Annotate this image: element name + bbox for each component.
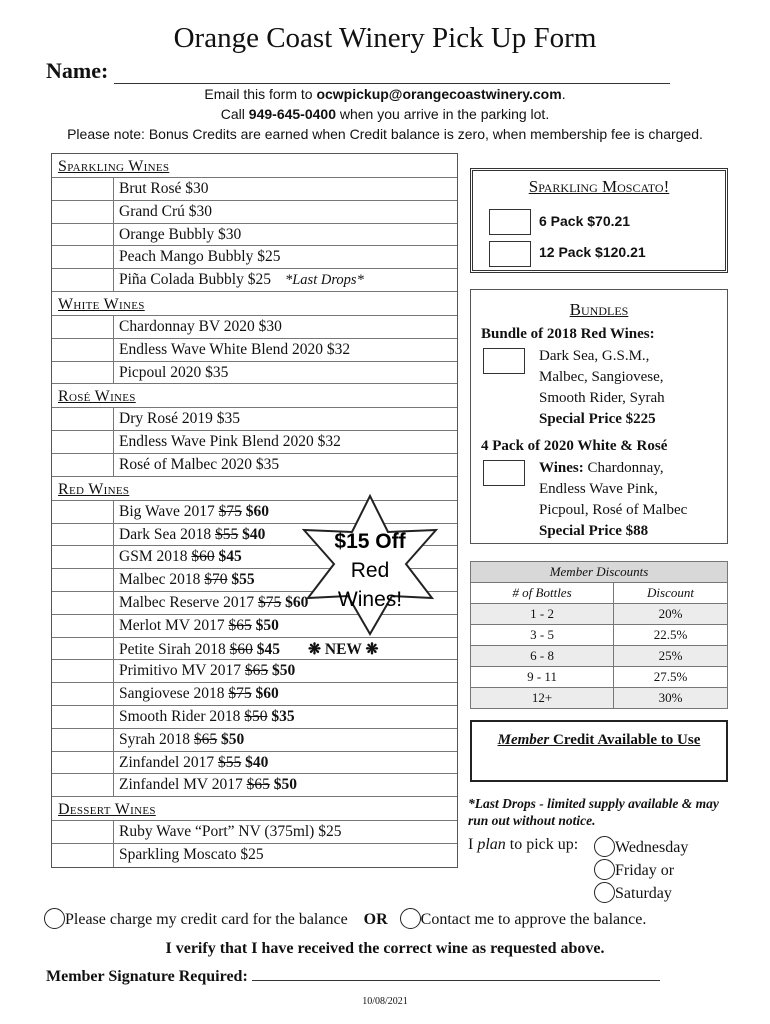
bottles-cell: 1 - 2 <box>471 604 614 625</box>
quantity-input[interactable] <box>52 269 114 291</box>
discounts-title: Member Discounts <box>471 562 728 583</box>
wine-label <box>114 501 269 523</box>
wine-label <box>114 729 244 751</box>
quantity-input[interactable] <box>52 844 114 867</box>
pickup-suffix: to pick up: <box>505 836 579 853</box>
wine-name: Dark Sea 2018 <box>119 525 215 543</box>
bundle2-heading: 4 Pack of 2020 White & Rosé <box>481 438 668 454</box>
contact-me-label: Contact me to approve the balance. <box>420 911 647 928</box>
quantity-input[interactable] <box>52 524 114 546</box>
bottles-cell: 6 - 8 <box>471 646 614 667</box>
wine-label <box>114 683 279 705</box>
bundles-panel <box>470 289 728 544</box>
sale-price: $45 <box>256 640 281 658</box>
member-credit-member: Member <box>497 732 550 748</box>
wine-row <box>52 201 457 224</box>
sale-price: $40 <box>242 525 266 543</box>
wine-label <box>114 592 308 614</box>
wine-name: Ruby Wave “Port” NV (375ml) $25 <box>119 823 342 841</box>
quantity-input[interactable] <box>52 362 114 384</box>
form-date: 10/08/2021 <box>362 996 408 1007</box>
wine-row <box>52 408 457 431</box>
old-price: $75 <box>258 593 282 611</box>
old-price: $65 <box>244 662 269 680</box>
wine-row <box>52 316 457 339</box>
name-field[interactable] <box>114 64 670 84</box>
wine-name: Primitivo MV 2017 <box>119 662 245 680</box>
wine-row <box>52 660 457 683</box>
bottles-column-header: # of Bottles <box>471 583 614 604</box>
wine-name: Sparkling Moscato $25 <box>119 845 264 863</box>
old-price: $75 <box>218 502 242 520</box>
quantity-input[interactable] <box>52 752 114 774</box>
discount-cell: 30% <box>614 688 728 709</box>
category-heading: White Wines <box>52 292 457 316</box>
old-price: $65 <box>193 730 218 748</box>
category-heading: Red Wines <box>52 477 457 501</box>
wine-name: Brut Rosé $30 <box>119 180 209 197</box>
pickup-plan-word: plan <box>477 836 506 853</box>
pickup-option-wednesday[interactable] <box>594 836 688 857</box>
wine-label <box>114 201 212 223</box>
wine-name: Zinfandel 2017 <box>119 753 219 771</box>
sale-price: $50 <box>272 662 296 680</box>
email-prefix: Email this form to <box>204 86 317 102</box>
name-label: Name: <box>46 58 109 83</box>
wine-label <box>114 431 341 453</box>
wine-name: Endless Wave White Blend 2020 $32 <box>119 340 351 358</box>
wine-name: Smooth Rider 2018 <box>119 707 245 725</box>
pickup-prefix: I <box>468 836 478 853</box>
wednesday-label: Wednesday <box>615 839 689 856</box>
quantity-input[interactable] <box>52 569 114 591</box>
old-price: $55 <box>218 753 242 771</box>
sale-price: $45 <box>218 548 242 566</box>
quantity-input[interactable] <box>52 201 114 223</box>
table-row <box>471 688 728 709</box>
friday-label: Friday or <box>615 862 675 879</box>
quantity-input[interactable] <box>52 774 114 796</box>
wine-name: Syrah 2018 <box>119 730 194 748</box>
old-price: $60 <box>229 640 253 658</box>
bundle1-price: Special Price $225 <box>539 411 656 427</box>
payment-options <box>44 908 646 929</box>
signature-field[interactable] <box>252 967 660 981</box>
wine-row <box>52 638 457 661</box>
table-row <box>471 667 728 688</box>
email-suffix: . <box>561 86 566 102</box>
wine-name: Orange Bubbly $30 <box>119 225 242 243</box>
wine-name: Piña Colada Bubbly $25 <box>119 271 271 289</box>
bundle2-line <box>539 458 687 479</box>
wine-label <box>114 638 379 660</box>
call-instruction <box>0 106 770 122</box>
quantity-input[interactable] <box>52 339 114 361</box>
quantity-input[interactable] <box>52 431 114 453</box>
name-row <box>46 58 670 84</box>
bundle2-line: Endless Wave Pink, <box>539 481 658 497</box>
signature-label: Member Signature Required: <box>46 968 248 985</box>
bundle1-line: Dark Sea, G.S.M., <box>539 348 650 364</box>
wine-label <box>114 246 280 268</box>
wine-row <box>52 729 457 752</box>
bonus-credit-note: Please note: Bonus Credits are earned when Credit balance is zero, when membership fee is charged. <box>67 126 703 142</box>
old-price: $75 <box>228 685 252 703</box>
wine-row <box>52 752 457 775</box>
wine-label <box>114 615 279 637</box>
bundle1-details <box>539 346 665 430</box>
promo-star-badge <box>300 494 440 636</box>
wine-row <box>52 454 457 477</box>
quantity-input[interactable] <box>52 178 114 200</box>
wine-row <box>52 178 457 201</box>
phone-number: 949-645-0400 <box>248 106 336 122</box>
wine-label <box>114 752 268 774</box>
wine-name: GSM 2018 <box>119 548 192 566</box>
quantity-input[interactable] <box>52 224 114 246</box>
member-credit-label <box>472 732 726 749</box>
moscato-12pack-label: 12 Pack $120.21 <box>539 244 646 260</box>
category-heading: Rosé Wines <box>52 384 457 408</box>
bottles-cell: 9 - 11 <box>471 667 614 688</box>
bundle2-first-wine: Chardonnay, <box>583 460 664 476</box>
member-credit-box[interactable] <box>470 720 728 782</box>
wine-label <box>114 454 279 476</box>
bundle2-checkbox[interactable] <box>483 460 525 486</box>
moscato-12pack-checkbox[interactable] <box>489 241 531 267</box>
wine-label <box>114 774 297 796</box>
table-row <box>471 604 728 625</box>
sale-price: $50 <box>255 616 279 634</box>
quantity-input[interactable] <box>52 501 114 523</box>
wine-name: Petite Sirah 2018 <box>119 640 230 658</box>
wine-label <box>114 408 240 430</box>
wine-label <box>114 362 228 384</box>
quantity-input[interactable] <box>52 246 114 268</box>
email-address: ocwpickup@orangecoastwinery.com <box>316 86 562 102</box>
discount-cell: 27.5% <box>614 667 728 688</box>
category-heading: Sparkling Wines <box>52 154 457 178</box>
bundle1-line: Smooth Rider, Syrah <box>539 390 665 406</box>
quantity-input[interactable] <box>52 546 114 568</box>
wine-name: Chardonnay BV 2020 $30 <box>119 317 282 335</box>
wine-label <box>114 546 242 568</box>
pickup-option-saturday[interactable] <box>594 882 672 903</box>
sale-price: $50 <box>273 776 297 794</box>
new-badge: ❋ NEW ❋ <box>308 640 379 658</box>
quantity-input[interactable] <box>52 706 114 728</box>
wine-name: Big Wave 2017 <box>119 502 219 520</box>
quantity-input[interactable] <box>52 316 114 338</box>
wine-row <box>52 224 457 247</box>
wine-name: Zinfandel MV 2017 <box>119 776 247 794</box>
or-label: OR <box>363 911 388 928</box>
bottles-cell: 12+ <box>471 688 614 709</box>
pickup-prompt <box>468 836 578 854</box>
old-price: $70 <box>204 571 228 589</box>
sale-price: $50 <box>221 730 245 748</box>
bundle2-price: Special Price $88 <box>539 523 649 539</box>
wine-note: *Last Drops* <box>284 272 364 289</box>
quantity-input[interactable] <box>52 729 114 751</box>
quantity-input[interactable] <box>52 638 114 660</box>
sale-price: $60 <box>285 593 309 611</box>
promo-line-3: Wines! <box>337 588 403 611</box>
discount-cell: 20% <box>614 604 728 625</box>
wine-name: Endless Wave Pink Blend 2020 $32 <box>119 433 341 451</box>
old-price: $65 <box>246 776 270 794</box>
moscato-6pack-checkbox[interactable] <box>489 209 531 235</box>
quantity-input[interactable] <box>52 615 114 637</box>
wine-label <box>114 844 264 867</box>
quantity-input[interactable] <box>52 660 114 682</box>
wine-label <box>114 339 350 361</box>
discount-column-header: Discount <box>614 583 728 604</box>
wine-label <box>114 706 295 728</box>
bundle2-line: Picpoul, Rosé of Malbec <box>539 502 688 518</box>
discount-cell: 25% <box>614 646 728 667</box>
table-row <box>471 646 728 667</box>
wine-label <box>114 224 241 246</box>
call-suffix: when you arrive in the parking lot. <box>335 106 550 122</box>
wine-name: Grand Crú $30 <box>119 202 212 220</box>
friday-radio[interactable] <box>594 859 615 880</box>
wine-row <box>52 431 457 454</box>
wine-name: Picpoul 2020 $35 <box>119 363 229 381</box>
wine-name: Peach Mango Bubbly $25 <box>119 248 281 266</box>
saturday-label: Saturday <box>615 885 672 902</box>
wine-label <box>114 316 282 338</box>
wine-row <box>52 821 457 844</box>
verification-statement: I verify that I have received the correct wine as requested above. <box>165 940 605 957</box>
wine-name: Sangiovese 2018 <box>119 685 229 703</box>
sale-price: $35 <box>271 707 295 725</box>
moscato-title: Sparkling Moscato! <box>528 177 670 196</box>
charge-card-label: Please charge my credit card for the balance <box>65 911 348 928</box>
promo-line-1: $15 Off <box>334 530 406 553</box>
wine-label <box>114 178 209 200</box>
old-price: $50 <box>244 707 268 725</box>
bundle1-line: Malbec, Sangiovese, <box>539 369 664 385</box>
wine-row <box>52 683 457 706</box>
old-price: $60 <box>191 548 215 566</box>
sale-price: $60 <box>245 502 270 520</box>
wine-name: Rosé of Malbec 2020 $35 <box>119 455 280 473</box>
quantity-input[interactable] <box>52 592 114 614</box>
bottles-cell: 3 - 5 <box>471 625 614 646</box>
wine-label <box>114 821 341 843</box>
wine-label <box>114 569 255 591</box>
old-price: $65 <box>228 616 252 634</box>
wine-label <box>114 660 295 682</box>
discount-cell: 22.5% <box>614 625 728 646</box>
wine-row <box>52 269 457 292</box>
sale-price: $60 <box>255 685 279 703</box>
promo-line-2: Red <box>350 559 390 582</box>
last-drops-note: *Last Drops - limited supply available & may run out without notice. <box>468 796 719 828</box>
wednesday-radio[interactable] <box>594 836 615 857</box>
call-prefix: Call <box>220 106 249 122</box>
bundle2-details <box>539 458 687 542</box>
wine-label <box>114 524 265 546</box>
signature-row <box>46 967 660 986</box>
table-row <box>471 625 728 646</box>
bundles-title: Bundles <box>569 300 629 319</box>
email-instruction <box>0 86 770 102</box>
form-title: Orange Coast Winery Pick Up Form <box>173 22 597 54</box>
contact-me-radio[interactable] <box>400 908 421 929</box>
wine-row <box>52 844 457 867</box>
wine-row <box>52 706 457 729</box>
saturday-radio[interactable] <box>594 882 615 903</box>
quantity-input[interactable] <box>52 408 114 430</box>
wine-row <box>52 246 457 269</box>
bundle1-heading: Bundle of 2018 Red Wines: <box>481 326 655 342</box>
sale-price: $55 <box>231 571 255 589</box>
wine-row <box>52 362 457 385</box>
quantity-input[interactable] <box>52 821 114 843</box>
bundle1-checkbox[interactable] <box>483 348 525 374</box>
bundle2-wines-label: Wines: <box>539 460 584 476</box>
charge-card-radio[interactable] <box>44 908 65 929</box>
wine-name: Malbec Reserve 2017 <box>119 593 259 611</box>
wine-name: Malbec 2018 <box>119 571 205 589</box>
wine-name: Dry Rosé 2019 $35 <box>119 410 240 428</box>
member-credit-rest: Credit Available to Use <box>549 732 701 748</box>
wine-row <box>52 774 457 797</box>
sparkling-moscato-panel <box>470 168 728 273</box>
category-heading: Dessert Wines <box>52 797 457 821</box>
moscato-6pack-label: 6 Pack $70.21 <box>539 213 631 229</box>
member-discounts-table <box>470 561 728 709</box>
quantity-input[interactable] <box>52 454 114 476</box>
pickup-option-friday[interactable] <box>594 859 674 880</box>
sale-price: $40 <box>245 753 269 771</box>
quantity-input[interactable] <box>52 683 114 705</box>
old-price: $55 <box>215 525 239 543</box>
wine-row <box>52 339 457 362</box>
wine-label <box>114 269 364 291</box>
wine-name: Merlot MV 2017 <box>119 616 229 634</box>
